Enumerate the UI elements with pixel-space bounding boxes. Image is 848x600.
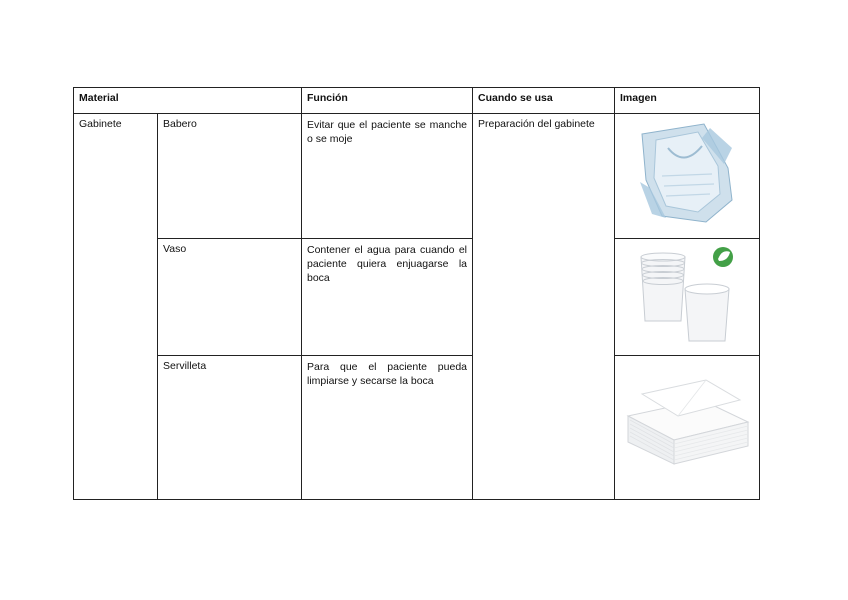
image-cell [615,356,760,500]
table-row [74,356,760,500]
paper-cup-icon [627,243,747,347]
image-cell [615,239,760,356]
item-cell: Servilleta [158,356,302,500]
function-cell: Evitar que el paciente se manche o se moje [302,114,473,239]
function-cell: Para que el paciente pueda limpiarse y secarse la boca [302,356,473,500]
when-cell: Preparación del gabinete [473,114,615,500]
item-cell: Vaso [158,239,302,356]
header-imagen: Imagen [615,88,760,114]
item-cell: Babero [158,114,302,239]
bib-icon [632,118,742,228]
image-cell [615,114,760,239]
header-material: Material [74,88,302,114]
materials-table [73,87,760,500]
table-row [74,239,760,356]
category-cell: Gabinete [74,114,158,500]
napkin-icon [622,360,752,470]
header-row [74,88,760,114]
header-cuando-se-usa: Cuando se usa [473,88,615,114]
table-row [74,114,760,239]
function-cell: Contener el agua para cuando el paciente quiera enjuagarse la boca [302,239,473,356]
header-funcion: Función [302,88,473,114]
